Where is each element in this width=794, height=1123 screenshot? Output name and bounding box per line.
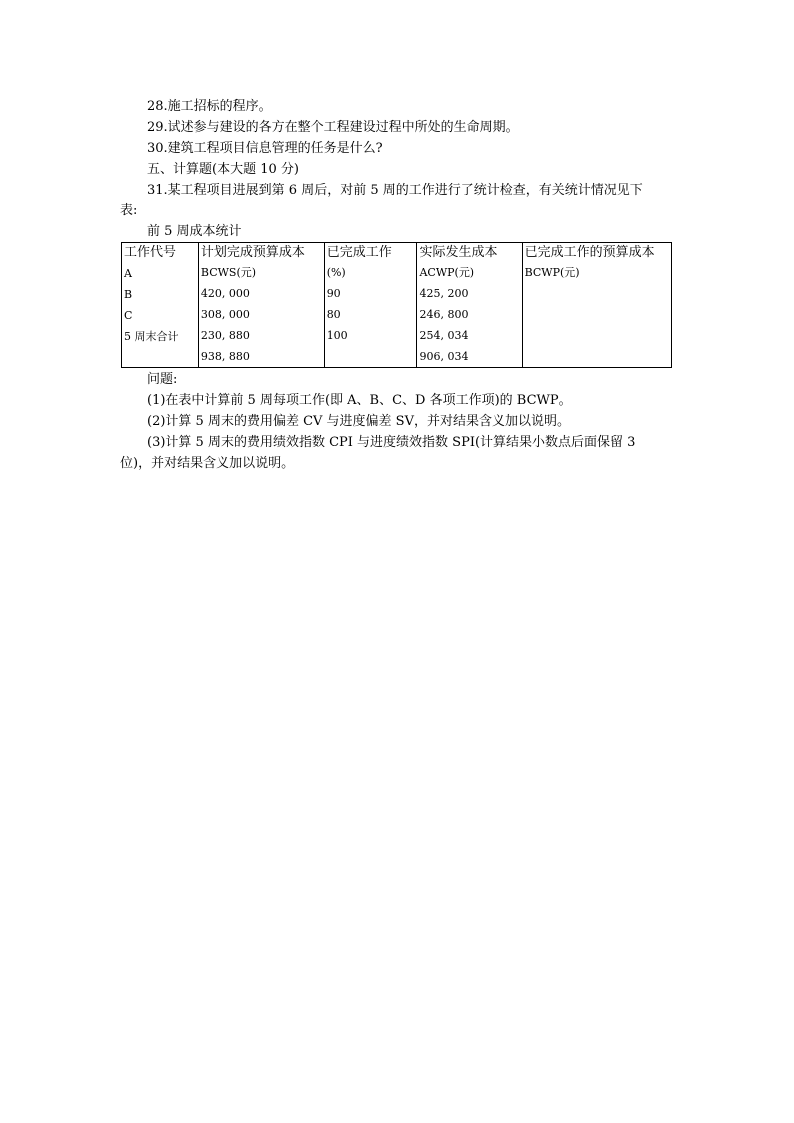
section-heading: 五、计算题(本大题 10 分) (147, 162, 299, 177)
problem-3-line1: (3)计算 5 周末的费用绩效指数 CPI 与进度绩效指数 SPI(计算结果小数点后面保留 3 (147, 435, 636, 450)
header-cell (522, 243, 671, 368)
question-28: 28.施工招标的程序。 (147, 99, 272, 114)
header-cell (198, 243, 324, 368)
table-header-row (122, 243, 672, 368)
problem-2: (2)计算 5 周末的费用偏差 CV 与进度偏差 SV，并对结果含义加以说明。 (147, 414, 570, 429)
header-sub: BCWP(元) (524, 266, 580, 279)
problems-label: 问题: (147, 372, 178, 387)
header-sub: (%) (326, 266, 346, 279)
header-cell (122, 243, 199, 368)
table-cell: 100 (326, 329, 348, 342)
header-title: 已完成工作 (326, 245, 392, 260)
table-cell: 906, 034 (419, 350, 469, 363)
table-cell: C (124, 309, 133, 322)
table-cell: 425, 200 (419, 287, 469, 300)
table-cell: A (124, 267, 132, 280)
table-cell: 308, 000 (200, 308, 250, 321)
table-caption: 前 5 周成本统计 (147, 224, 242, 239)
table-cell: 938, 880 (200, 350, 250, 363)
header-cell (324, 243, 417, 368)
header-sub: BCWS(元) (200, 266, 257, 279)
question-31-line2: 表: (120, 203, 138, 218)
table-cell: 420, 000 (200, 287, 250, 300)
table-cell: 5 周末合计 (124, 330, 179, 343)
question-29: 29.试述参与建设的各方在整个工程建设过程中所处的生命周期。 (147, 120, 519, 135)
table-cell: 90 (326, 287, 341, 300)
header-title: 工作代号 (124, 245, 177, 260)
question-31-line1: 31.某工程项目进展到第 6 周后，对前 5 周的工作进行了统计检查，有关统计情况见下 (147, 183, 643, 198)
table-cell: 254, 034 (419, 329, 469, 342)
header-sub: ACWP(元) (419, 266, 475, 279)
header-title: 已完成工作的预算成本 (524, 245, 655, 260)
table-cell: 230, 880 (200, 329, 250, 342)
header-title: 计划完成预算成本 (200, 245, 305, 260)
cost-statistics-table (121, 242, 672, 368)
table-cell: B (124, 288, 133, 301)
table-cell: 80 (326, 308, 341, 321)
header-cell (417, 243, 522, 368)
table-cell: 246, 800 (419, 308, 469, 321)
problem-1: (1)在表中计算前 5 周每项工作(即 A、B、C、D 各项工作项)的 BCWP。 (147, 393, 572, 408)
header-title: 实际发生成本 (419, 245, 498, 260)
question-30: 30.建筑工程项目信息管理的任务是什么? (147, 141, 383, 156)
problem-3-line2: 位)，并对结果含义加以说明。 (120, 456, 295, 471)
